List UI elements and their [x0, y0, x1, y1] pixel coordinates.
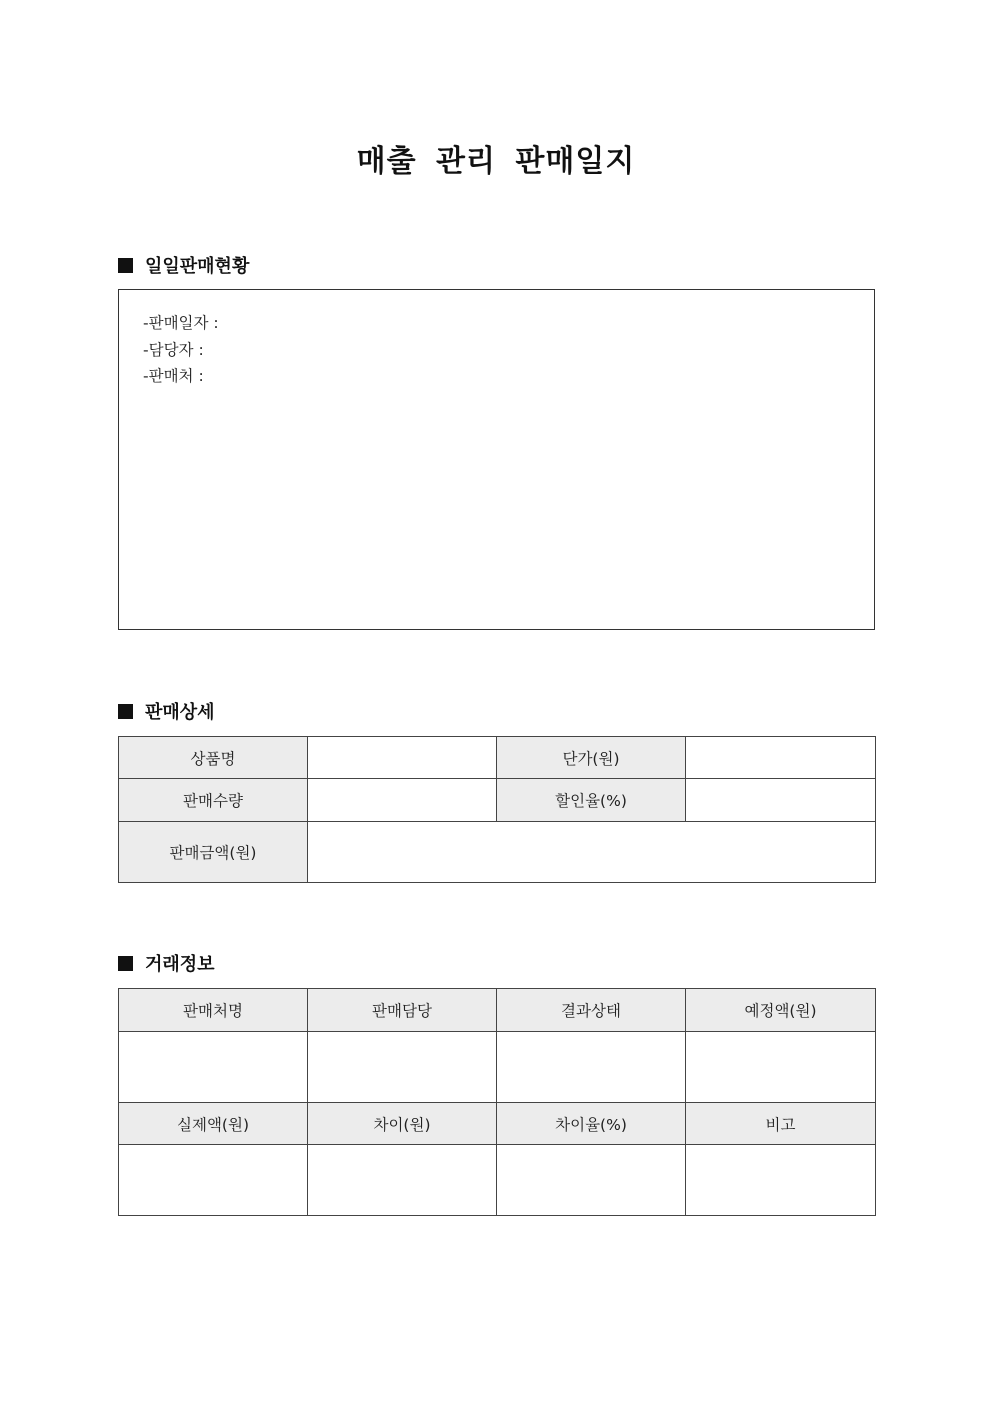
quantity-cell[interactable]	[308, 779, 497, 822]
sales-date-line: -판매일자 :	[143, 314, 219, 332]
sales-amount-cell[interactable]	[308, 822, 876, 883]
section-heading-daily	[118, 253, 249, 277]
actual-amount-header: 실제액(원)	[119, 1103, 308, 1145]
trade-info-table	[118, 988, 876, 1216]
product-name-label: 상품명	[119, 737, 308, 779]
product-name-cell[interactable]	[308, 737, 497, 779]
difference-rate-cell[interactable]	[497, 1145, 686, 1216]
remarks-header: 비고	[686, 1103, 876, 1145]
sales-detail-table	[118, 736, 876, 883]
remarks-cell[interactable]	[686, 1145, 876, 1216]
difference-cell[interactable]	[308, 1145, 497, 1216]
section-heading-detail	[118, 699, 215, 723]
planned-amount-header: 예정액(원)	[686, 989, 876, 1032]
difference-rate-header: 차이율(%)	[497, 1103, 686, 1145]
section-heading-daily-label: 일일판매현황	[145, 256, 250, 277]
manager-line: -담당자 :	[143, 340, 204, 359]
difference-header: 차이(원)	[308, 1103, 497, 1145]
planned-amount-cell[interactable]	[686, 1032, 876, 1103]
discount-cell[interactable]	[686, 779, 876, 822]
daily-summary-box[interactable]	[118, 289, 875, 630]
section-heading-detail-label: 판매상세	[145, 702, 215, 723]
vendor-line: -판매처 :	[143, 367, 204, 385]
quantity-label: 판매수량	[119, 779, 308, 822]
unit-price-cell[interactable]	[686, 737, 876, 779]
unit-price-label: 단가(원)	[497, 737, 686, 779]
vendor-name-cell[interactable]	[119, 1032, 308, 1103]
section-heading-trade-label: 거래정보	[145, 954, 215, 975]
actual-amount-cell[interactable]	[119, 1145, 308, 1216]
square-bullet-icon	[118, 956, 133, 971]
sales-manager-cell[interactable]	[308, 1032, 497, 1103]
section-heading-trade	[118, 951, 215, 975]
result-status-cell[interactable]	[497, 1032, 686, 1103]
result-status-header: 결과상태	[497, 989, 686, 1032]
square-bullet-icon	[118, 704, 133, 719]
discount-label: 할인율(%)	[497, 779, 686, 822]
sales-manager-header: 판매담당	[308, 989, 497, 1032]
vendor-name-header: 판매처명	[119, 989, 308, 1032]
sales-amount-label: 판매금액(원)	[119, 822, 308, 883]
square-bullet-icon	[118, 258, 133, 273]
document-title: 매출 관리 판매일지	[356, 144, 636, 179]
